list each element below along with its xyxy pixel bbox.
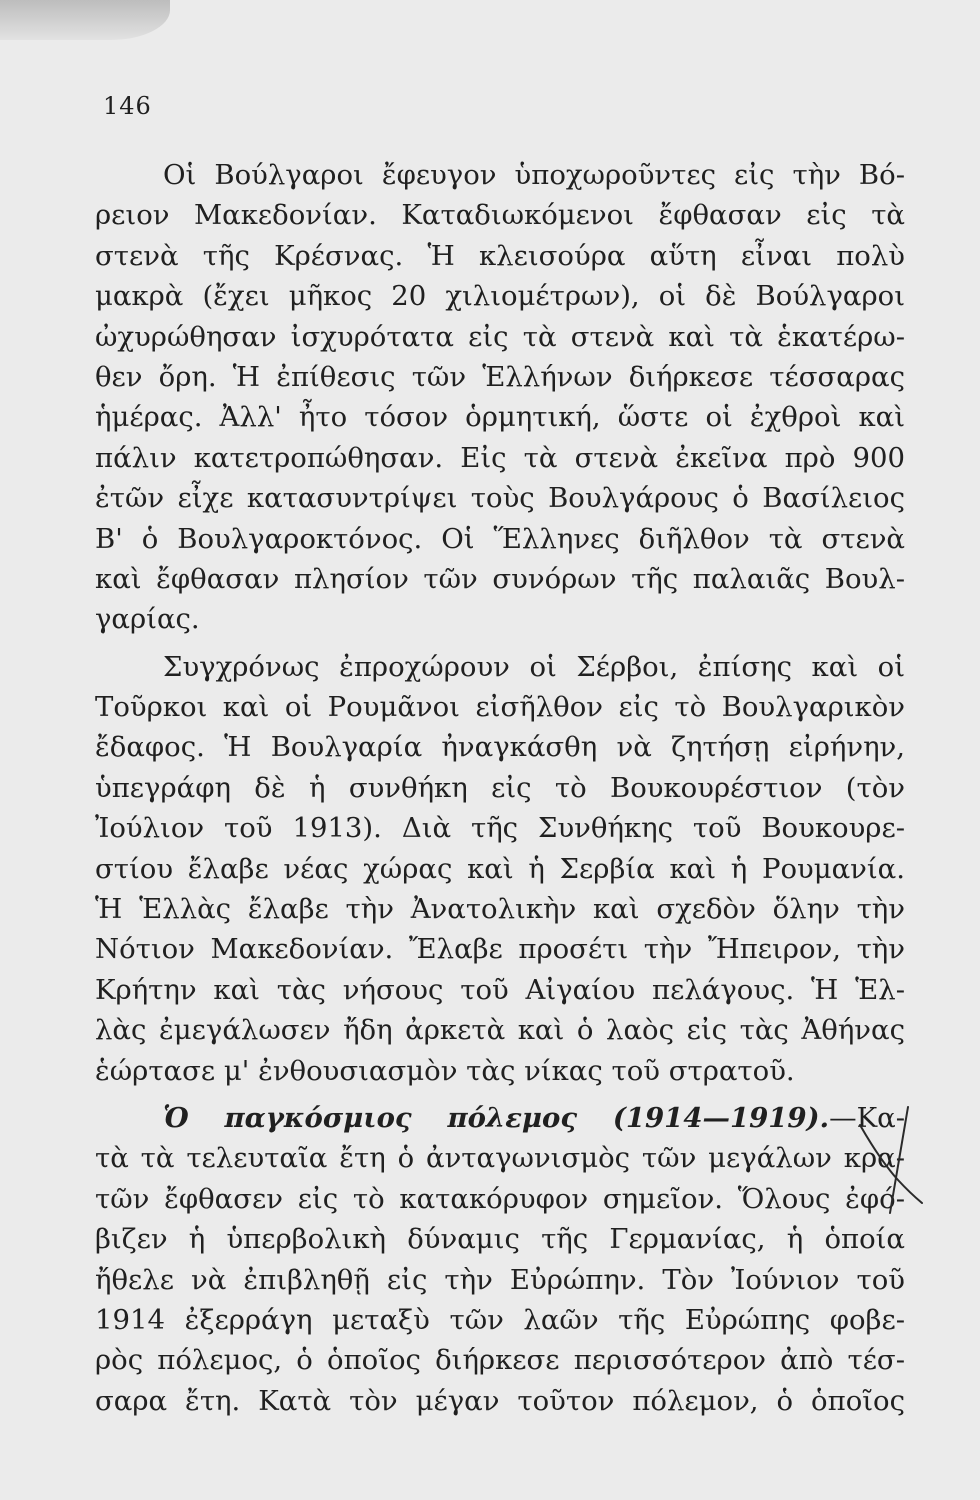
text-line: ὑπεγράφη δὲ ἡ συνθήκη εἰς τὸ Βουκουρέστιον (τὸν (95, 771, 905, 804)
text-line: ἡμέρας. Ἀλλ' ἦτο τόσον ὁρμητική, ὥστε οἱ ἐχθροὶ καὶ (95, 401, 905, 434)
text-line: ἑώρτασε μ' ἐνθουσιασμὸν τὰς νίκας τοῦ στρατοῦ. (95, 1054, 795, 1087)
text-line: ἔδαφος. Ἡ Βουλγαρία ἠναγκάσθη νὰ ζητήσῃ εἰρήνην, (95, 731, 905, 764)
section-heading: Ὁ παγκόσμιος πόλεμος (1914—1919). (163, 1101, 830, 1134)
text-line: Β' ὁ Βουλγαροκτόνος. Οἱ Ἕλληνες διῆλθον τὰ στενὰ (95, 522, 905, 555)
text-line: ὠχυρώθησαν ἰσχυρότατα εἰς τὰ στενὰ καὶ τὰ ἑκατέρω- (95, 320, 905, 353)
text-line: καὶ ἔφθασαν πλησίον τῶν συνόρων τῆς παλαιᾶς Βουλ- (95, 562, 905, 595)
paragraph-bulgarian-retreat (95, 155, 905, 640)
text-line: ἐτῶν εἶχε κατασυντρίψει τοὺς Βουλγάρους ὁ Βασίλειος (95, 482, 905, 515)
text-line: ἤθελε νὰ ἐπιβληθῇ εἰς τὴν Εὐρώπην. Τὸν Ἰούνιον τοῦ (95, 1263, 905, 1296)
text-line: στίου ἔλαβε νέας χώρας καὶ ἡ Σερβία καὶ ἡ Ρουμανία. (95, 852, 905, 885)
section-heading-line (95, 1098, 905, 1138)
pencil-x-mark (850, 1105, 940, 1215)
text-line: μακρὰ (ἔχει μῆκος 20 χιλιομέτρων), οἱ δὲ Βούλγαροι (95, 280, 905, 313)
text-line: τὰ τὰ τελευταῖα ἔτη ὁ ἀνταγωνισμὸς τῶν μεγάλων κρα- (95, 1142, 905, 1175)
text-line: πάλιν κατετροπώθησαν. Εἰς τὰ στενὰ ἐκεῖνα πρὸ 900 (95, 441, 905, 474)
page-curl-shadow (0, 0, 170, 40)
text-line: Οἱ Βούλγαροι ἔφευγον ὑποχωροῦντες εἰς τὴν Βό- (163, 159, 905, 191)
text-line: ρειον Μακεδονίαν. Καταδιωκόμενοι ἔφθασαν εἰς τὰ (95, 199, 905, 232)
text-line: Τοῦρκοι καὶ οἱ Ρουμᾶνοι εἰσῆλθον εἰς τὸ Βουλγαρικὸν (95, 691, 905, 724)
text-line: Νότιον Μακεδονίαν. Ἔλαβε προσέτι τὴν Ἤπειρον, τὴν (95, 933, 905, 966)
text-line: Ἡ Ἑλλὰς ἔλαβε τὴν Ἀνατολικὴν καὶ σχεδὸν ὅλην τὴν (95, 893, 905, 926)
text-line: τῶν ἔφθασεν εἰς τὸ κατακόρυφον σημεῖον. Ὅλους ἐφό- (95, 1182, 905, 1215)
paragraph-treaty-of-bucharest (95, 647, 905, 1091)
text-line: Συγχρόνως ἐπροχώρουν οἱ Σέρβοι, ἐπίσης καὶ οἱ (163, 650, 905, 683)
text-line: σαρα ἔτη. Κατὰ τὸν μέγαν τοῦτον πόλεμον, ὁ ὁποῖος (95, 1384, 905, 1417)
text-line: 1914 ἐξερράγη μεταξὺ τῶν λαῶν τῆς Εὐρώπης φοβε- (95, 1303, 905, 1336)
text-line: γαρίας. (95, 603, 200, 636)
text-line: στενὰ τῆς Κρέσνας. Ἡ κλεισούρα αὕτη εἶναι πολὺ (95, 239, 905, 272)
text-line: Κρήτην καὶ τὰς νήσους τοῦ Αἰγαίου πελάγους. Ἡ Ἑλ- (95, 973, 905, 1006)
text-line: Ἰούλιον τοῦ 1913). Διὰ τῆς Συνθήκης τοῦ Βουκουρε- (95, 812, 905, 845)
text-line: βιζεν ἡ ὑπερβολικὴ δύναμις τῆς Γερμανίας, ἡ ὁποία (95, 1223, 905, 1256)
text-line: ρὸς πόλεμος, ὁ ὁποῖος διήρκεσε περισσότερον ἀπὸ τέσ- (95, 1344, 905, 1377)
text-line: λὰς ἐμεγάλωσεν ἤδη ἀρκετὰ καὶ ὁ λαὸς εἰς τὰς Ἀθήνας (95, 1014, 905, 1047)
page-number: 146 (103, 92, 152, 120)
body-text (95, 155, 905, 1421)
section-heading-tail: —Κα- (829, 1101, 905, 1134)
text-line: θεν ὄρη. Ἡ ἐπίθεσις τῶν Ἑλλήνων διήρκεσε τέσσαρας (95, 360, 905, 393)
paragraph-world-war (95, 1098, 905, 1421)
